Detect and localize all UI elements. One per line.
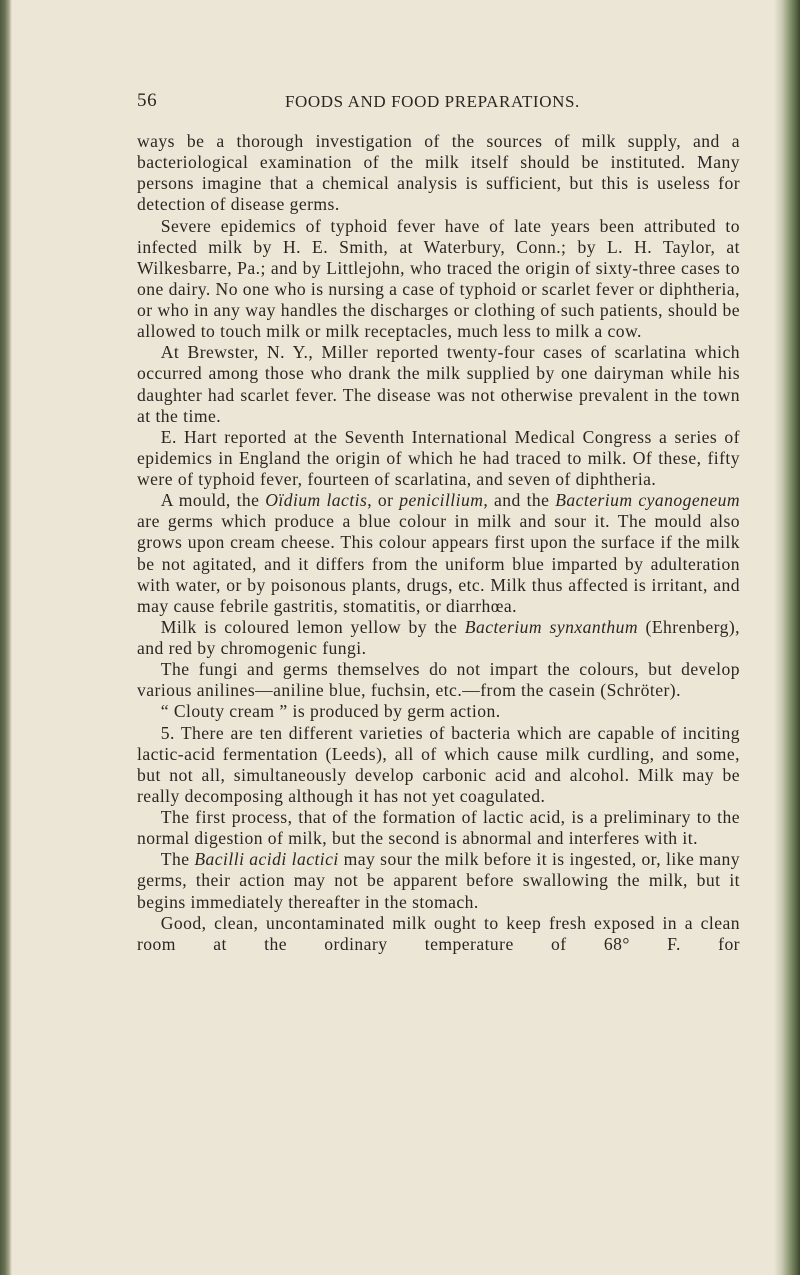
paragraph: “ Clouty cream ” is produced by germ action. (160, 701, 501, 722)
paragraph: A mould, the Oïdium lactis, or penicillium, and the Bacterium cyanogeneum are germs which produce a blue colour in milk and sour it. The mould also grows upon cream cheese. This colour appears first upon the surface if the milk be not agitated, and it differs from the uniform blue imparted by adulteration with water, or by poisonous plants, drugs, etc. Milk thus affected is irritant, and may cause febrile gastritis, stomatitis, or diarrhœa. (137, 490, 740, 616)
paragraph: At Brewster, N. Y., Miller reported twenty-four cases of scarlatina which occurred among those who drank the milk supplied by one dairyman while his daughter had scarlet fever. The disease was not otherwise prevalent in the town at the time. (137, 342, 740, 426)
paragraph: The Bacilli acidi lactici may sour the milk before it is ingested, or, like many germs, their action may not be apparent before swallowing the milk, but it begins immediately thereafter in the stomach. (137, 849, 740, 912)
paragraph: E. Hart reported at the Seventh International Medical Congress a series of epidemics in England the origin of which he had traced to milk. Of these, fifty were of typhoid fever, fourteen of scarlatina, and seven of diphtheria. (137, 426, 740, 489)
running-head: FOODS AND FOOD PREPARATIONS. (285, 92, 580, 111)
paragraph: Good, clean, uncontaminated milk ought to keep fresh exposed in a clean room at the ordinary temperature of 68° F. for (137, 912, 740, 954)
paragraph: The first process, that of the formation of lactic acid, is a preliminary to the normal digestion of milk, but the second is abnormal and interferes with it. (137, 807, 740, 849)
paragraph: 5. There are ten different varieties of bacteria which are capable of inciting lactic-acid fermentation (Leeds), all of which cause milk curdling, and some, but not all, simultaneously develop carbonic acid and alcohol. Milk may be really decomposing although it has not yet coagulated. (137, 722, 740, 806)
paragraph: ways be a thorough investigation of the sources of milk supply, and a bacteriological examination of the milk itself should be instituted. Many persons imagine that a chemical analysis is sufficient, but this is useless for detection of disease germs. (137, 131, 740, 215)
paragraph: Severe epidemics of typhoid fever have of late years been attributed to infected milk by H. E. Smith, at Waterbury, Conn.; by L. H. Taylor, at Wilkesbarre, Pa.; and by Littlejohn, who traced the origin of sixty-three cases to one dairy. No one who is nursing a case of typhoid or scarlet fever or diphtheria, or who in any way handles the discharges or clothing of such patients, should be allowed to touch milk or milk receptacles, much less to milk a cow. (137, 215, 740, 342)
paragraph: The fungi and germs themselves do not impart the colours, but develop various anilines—aniline blue, fuchsin, etc.—from the casein (Schröter). (137, 659, 740, 701)
page-header (137, 90, 687, 116)
page-binding-edge-right (774, 0, 800, 1275)
page-binding-edge-left (0, 0, 12, 1275)
page-number: 56 (137, 90, 158, 111)
paragraph: Milk is coloured lemon yellow by the Bacterium synxanthum (Ehrenberg), and red by chromogenic fungi. (137, 616, 740, 658)
body-text (137, 131, 740, 955)
